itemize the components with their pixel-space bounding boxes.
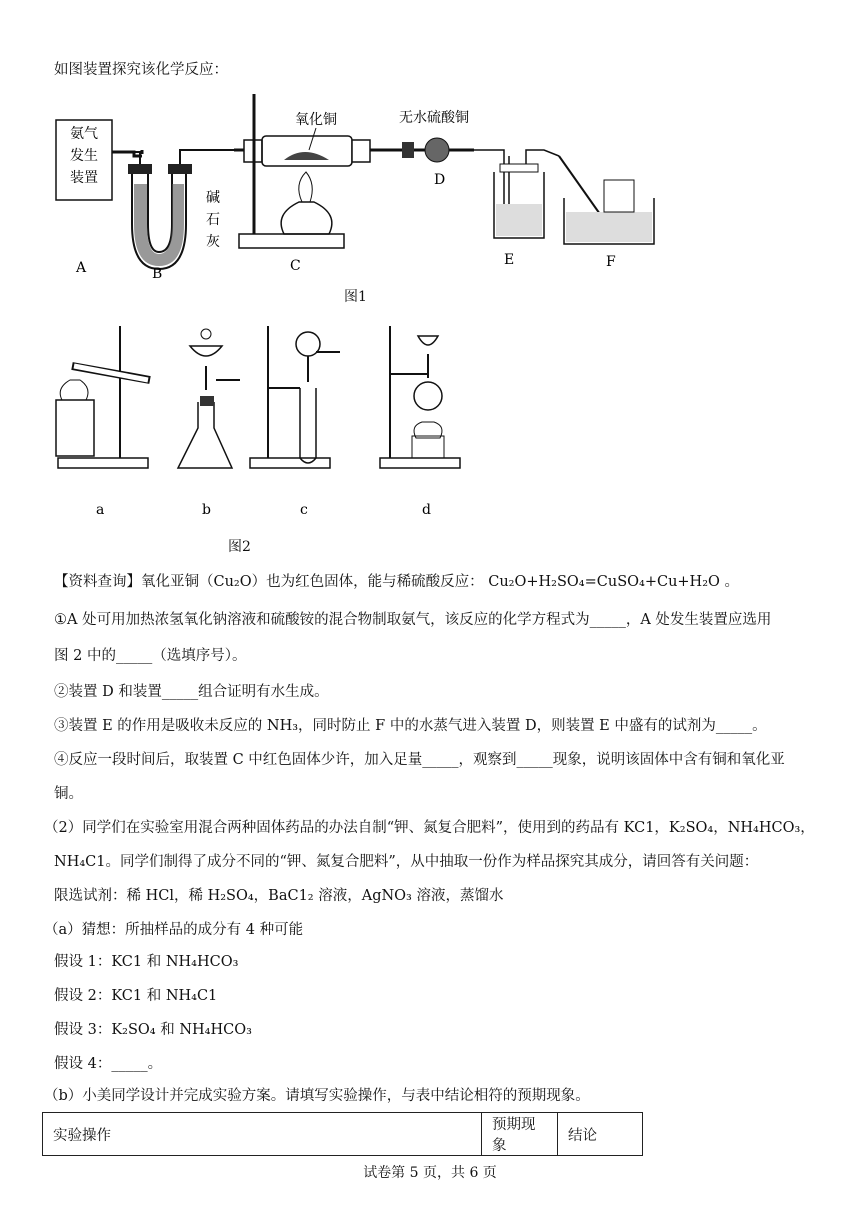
fig1-label-copper-oxide: 氧化铜 — [295, 112, 337, 128]
figure-1-caption: 图1 — [344, 289, 367, 305]
hypothesis-3: 假设 3：K₂SO₄ 和 NH₄HCO₃ — [54, 1022, 252, 1038]
page-footer: 试卷第 5 页，共 6 页 — [363, 1165, 497, 1181]
fig1-label-C: C — [290, 258, 301, 274]
question-2: ②装置 D 和装置_____组合证明有水生成。 — [54, 684, 329, 700]
fig1-label-a-box-2: 发生 — [70, 148, 98, 164]
experiment-table — [42, 1112, 643, 1156]
fig1-label-A: A — [76, 260, 87, 276]
fig2-label-a: a — [96, 502, 105, 518]
part-2-line-1: （2）同学们在实验室用混合两种固体药品的办法自制“钾、氮复合肥料”，使用到的药品有 KC1，K₂SO₄，NH₄HCO₃， — [44, 820, 815, 836]
table-col-phenomenon: 预期现象 — [482, 1113, 558, 1156]
question-3: ③装置 E 的作用是吸收未反应的 NH₃，同时防止 F 中的水蒸气进入装置 D，则装置 E 中盛有的试剂为_____。 — [54, 718, 767, 734]
figure-2-caption: 图2 — [228, 539, 251, 555]
fig1-label-B: B — [152, 266, 163, 282]
reagents-text: 限选试剂：稀 HCl，稀 H₂SO₄，BaC1₂ 溶液，AgNO₃ 溶液，蒸馏水 — [54, 888, 504, 904]
question-4-line-2: 铜。 — [54, 786, 83, 802]
table-col-conclusion: 结论 — [558, 1113, 643, 1156]
fig1-label-soda-3: 灰 — [206, 234, 220, 250]
part-b-text: （b）小美同学设计并完成实验方案。请填写实验操作，与表中结论相符的预期现象。 — [44, 1088, 590, 1104]
part-2-line-2: NH₄C1。同学们制得了成分不同的“钾、氮复合肥料”，从中抽取一份作为样品探究其成分，请回答有关问题： — [54, 854, 759, 870]
fig2-label-c: c — [300, 502, 308, 518]
fig1-label-soda-2: 石 — [206, 212, 220, 228]
fig1-label-D: D — [434, 172, 446, 188]
guess-text: （a）猜想：所抽样品的成分有 4 种可能 — [44, 922, 304, 938]
fig2-label-d: d — [422, 502, 431, 518]
fig1-label-a-box-1: 氨气 — [70, 126, 98, 142]
fig1-label-a-box-3: 装置 — [70, 170, 98, 186]
fig1-label-E: E — [504, 252, 515, 268]
figure-2-apparatus — [50, 318, 470, 528]
info-text: 【资料查询】氧化亚铜（Cu₂O）也为红色固体，能与稀硫酸反应： Cu₂O+H₂SO₄=CuSO₄+Cu+H₂O 。 — [54, 574, 740, 590]
fig1-label-soda-1: 碱 — [206, 190, 220, 206]
fig2-label-b: b — [202, 502, 211, 518]
hypothesis-1: 假设 1：KC1 和 NH₄HCO₃ — [54, 954, 239, 970]
question-4-line-1: ④反应一段时间后，取装置 C 中红色固体少许，加入足量_____，观察到_____现象，说明该固体中含有铜和氧化亚 — [54, 752, 785, 768]
fig1-label-F: F — [606, 254, 616, 270]
hypothesis-4: 假设 4：_____。 — [54, 1056, 163, 1072]
table-header-row — [43, 1113, 643, 1156]
intro-text: 如图装置探究该化学反应： — [54, 62, 228, 78]
hypothesis-2: 假设 2：KC1 和 NH₄C1 — [54, 988, 218, 1004]
question-1-line-2: 图 2 中的_____（选填序号）。 — [54, 648, 247, 664]
question-1-line-1: ①A 处可用加热浓氢氧化钠溶液和硫酸铵的混合物制取氨气，该反应的化学方程式为_____，A 处发生装置应选用 — [54, 612, 772, 628]
fig1-label-cuso4: 无水硫酸铜 — [399, 110, 469, 126]
figure-1-apparatus — [54, 94, 674, 294]
table-col-operation: 实验操作 — [43, 1113, 482, 1156]
